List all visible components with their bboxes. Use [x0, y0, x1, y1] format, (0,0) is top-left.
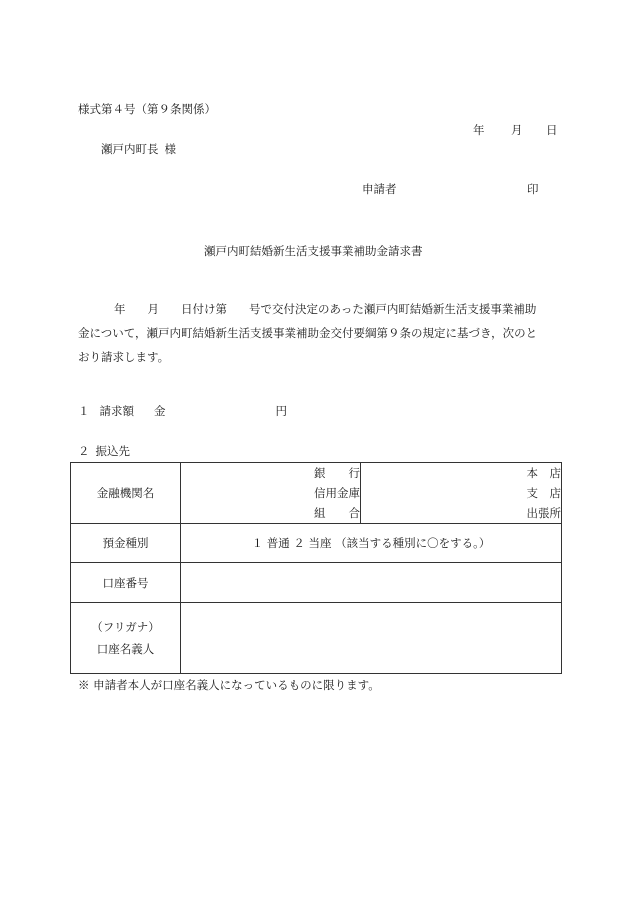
account-holder-label-cell	[71, 603, 181, 674]
request-prefix: 金	[154, 404, 166, 418]
account-holder-field[interactable]	[181, 603, 562, 674]
seal-mark: 印	[527, 182, 539, 196]
bank-transfer-table	[70, 462, 562, 674]
date-year: 年	[473, 123, 485, 137]
deposit-type-row	[71, 524, 562, 563]
bank-type-shinkin: 信用金庫	[314, 486, 360, 500]
bank-type-kumiai: 組 合	[314, 506, 360, 520]
footnote: ※ 申請者本人が口座名義人になっているものに限ります。	[78, 678, 380, 692]
body-line-1	[78, 304, 562, 328]
body-line-3: おり請求します。	[78, 350, 170, 364]
account-number-field[interactable]	[181, 563, 562, 603]
transfer-number: ２	[78, 444, 90, 458]
bank-type-bank: 銀 行	[314, 466, 360, 480]
date-month: 月	[511, 123, 523, 137]
bank-type-cell[interactable]	[181, 463, 361, 524]
branch-type-sub: 出張所	[526, 506, 561, 520]
account-number-row	[71, 563, 562, 603]
transfer-label: 振込先	[95, 444, 130, 458]
honorific: 様	[164, 142, 176, 156]
deposit-type-label: 預金種別	[71, 524, 181, 563]
request-label: 請求額	[99, 404, 134, 418]
request-unit: 円	[275, 404, 287, 418]
bank-row	[71, 463, 562, 524]
body-dated-number: 日付け第	[181, 302, 227, 316]
form-number: 様式第４号（第９条関係）	[78, 102, 216, 116]
addressee	[101, 144, 176, 156]
body-line-1-rest: 号で交付決定のあった瀬戸内町結婚新生活支援事業補助	[249, 302, 537, 316]
body-line-2: 金について，瀬戸内町結婚新生活支援事業補助金交付要綱第９条の規定に基づき，次のと	[78, 326, 538, 340]
document-title: 瀬戸内町結婚新生活支援事業補助金請求書	[204, 244, 423, 258]
addressee-name: 瀬戸内町長	[101, 142, 159, 156]
date-day: 日	[546, 123, 558, 137]
applicant-label: 申請者	[362, 182, 397, 196]
account-number-label: 口座番号	[71, 563, 181, 603]
furigana-label: （フリガナ）	[91, 620, 160, 634]
request-amount-row	[78, 406, 287, 418]
deposit-type-value[interactable]: １ 普通 ２ 当座 （該当する種別に〇をする。）	[181, 524, 562, 563]
branch-type-cell[interactable]	[361, 463, 562, 524]
body-month: 月	[147, 302, 159, 316]
bank-name-label: 金融機関名	[71, 463, 181, 524]
body-year: 年	[114, 302, 126, 316]
transfer-heading	[78, 446, 130, 458]
branch-type-main: 本 店	[526, 466, 561, 480]
account-holder-row	[71, 603, 562, 674]
branch-type-branch: 支 店	[526, 486, 561, 500]
account-holder-label: 口座名義人	[96, 642, 155, 656]
body-paragraph	[78, 304, 562, 376]
request-number: １	[78, 404, 90, 418]
